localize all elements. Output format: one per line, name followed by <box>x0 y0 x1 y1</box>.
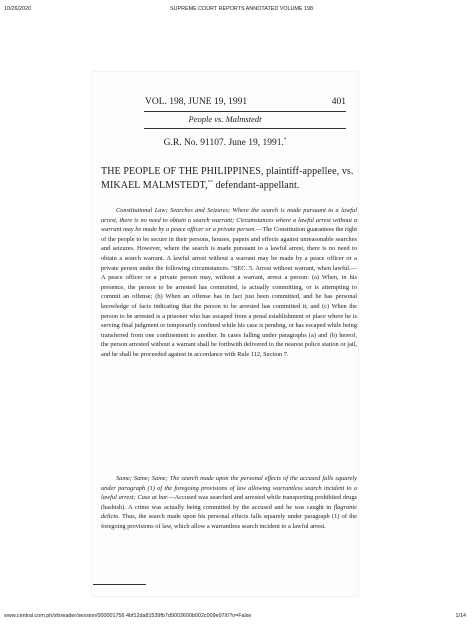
case-caption-line2: MIKAEL MALMSTEDT,** defendant-appellant. <box>101 180 300 191</box>
document-page <box>92 72 358 596</box>
footnote-mark: * <box>283 138 287 143</box>
footnote-rule <box>93 584 146 585</box>
running-title-rule <box>144 128 346 129</box>
case-caption-line1: THE PEOPLE OF THE PHILIPPINES, plaintiff-appellee, vs. <box>101 166 354 177</box>
print-date: 10/26/2020 <box>4 6 31 12</box>
syllabus-paragraph-1: Constitutional Law; Searches and Seizures; Where the search is made pursuant to a lawful arrest, there is no need to obtain a search warrant; Circumstances where a lawful arrest without a warrant may be made by a peace officer or a private person.—The Constitution guarantees the right of the people to be secure in their persons, houses, papers and effects against unreasonable searches and seizures. However, where the search is made pursuant to a lawful arrest, there is no need to obtain a search warrant. A lawful arrest without a warrant may be made by a peace officer or a private person under the following circumstances. "SEC. 5. Arrest without warrant, when lawful.—A peace officer or a private person may, without a warrant, arrest a person: (a) When, in his presence, the person to be arrested has committed, is actually committing, or is attempting to commit an offense; (b) When an offense has in fact just been committed, and he has personal knowledge of facts indicating that the person to be arrested has committed it; and (c) When the person to be arrested is a prisoner who has escaped from a penal establishment or place where he is serving final judgment or temporarily confined while his case is pending, or has escaped while being transferred from one confinement to another. In cases falling under paragraphs (a) and (b) hereof, the person arrested without a warrant shall be forthwith delivered to the nearest police station or jail, and he shall be proceeded against in accordance with Rule 112, Section 7. <box>101 207 357 358</box>
print-page-count: 1/14 <box>455 613 466 619</box>
page-header <box>92 97 358 109</box>
volume-label: VOL. 198, JUNE 19, 1991 <box>145 97 248 107</box>
header-rule <box>144 111 346 112</box>
caption-footnote-mark: ** <box>207 180 213 186</box>
syllabus-paragraph-2: Same; Same; Same; The search made upon the personal effects of the accused falls squarely under paragraph (1) of the foregoing provisions of law allowing warrantless search incident to a lawful arrest; Case at bar.—Accused was searched and arrested while transporting prohibited drugs (hashish). A crime was actually being committed by the accused and he was caught in flagrante delicto. Thus, the search made upon his personal effects falls squarely under paragraph (1) of the foregoing provisions of law, which allow a warrantless search incident to a lawful arrest. <box>101 475 357 530</box>
print-url: www.central.com.ph/sfsreader/session/000001756 4bf12da81539fb7d9003600b002c009e97/t/?o=False <box>4 613 252 619</box>
case-number: G.R. No. 91107. June 19, 1991.* <box>163 138 287 149</box>
page-number: 401 <box>331 97 346 107</box>
print-title: SUPREME COURT REPORTS ANNOTATED VOLUME 198 <box>170 6 313 12</box>
running-title: People vs. Malmstedt <box>188 114 262 124</box>
